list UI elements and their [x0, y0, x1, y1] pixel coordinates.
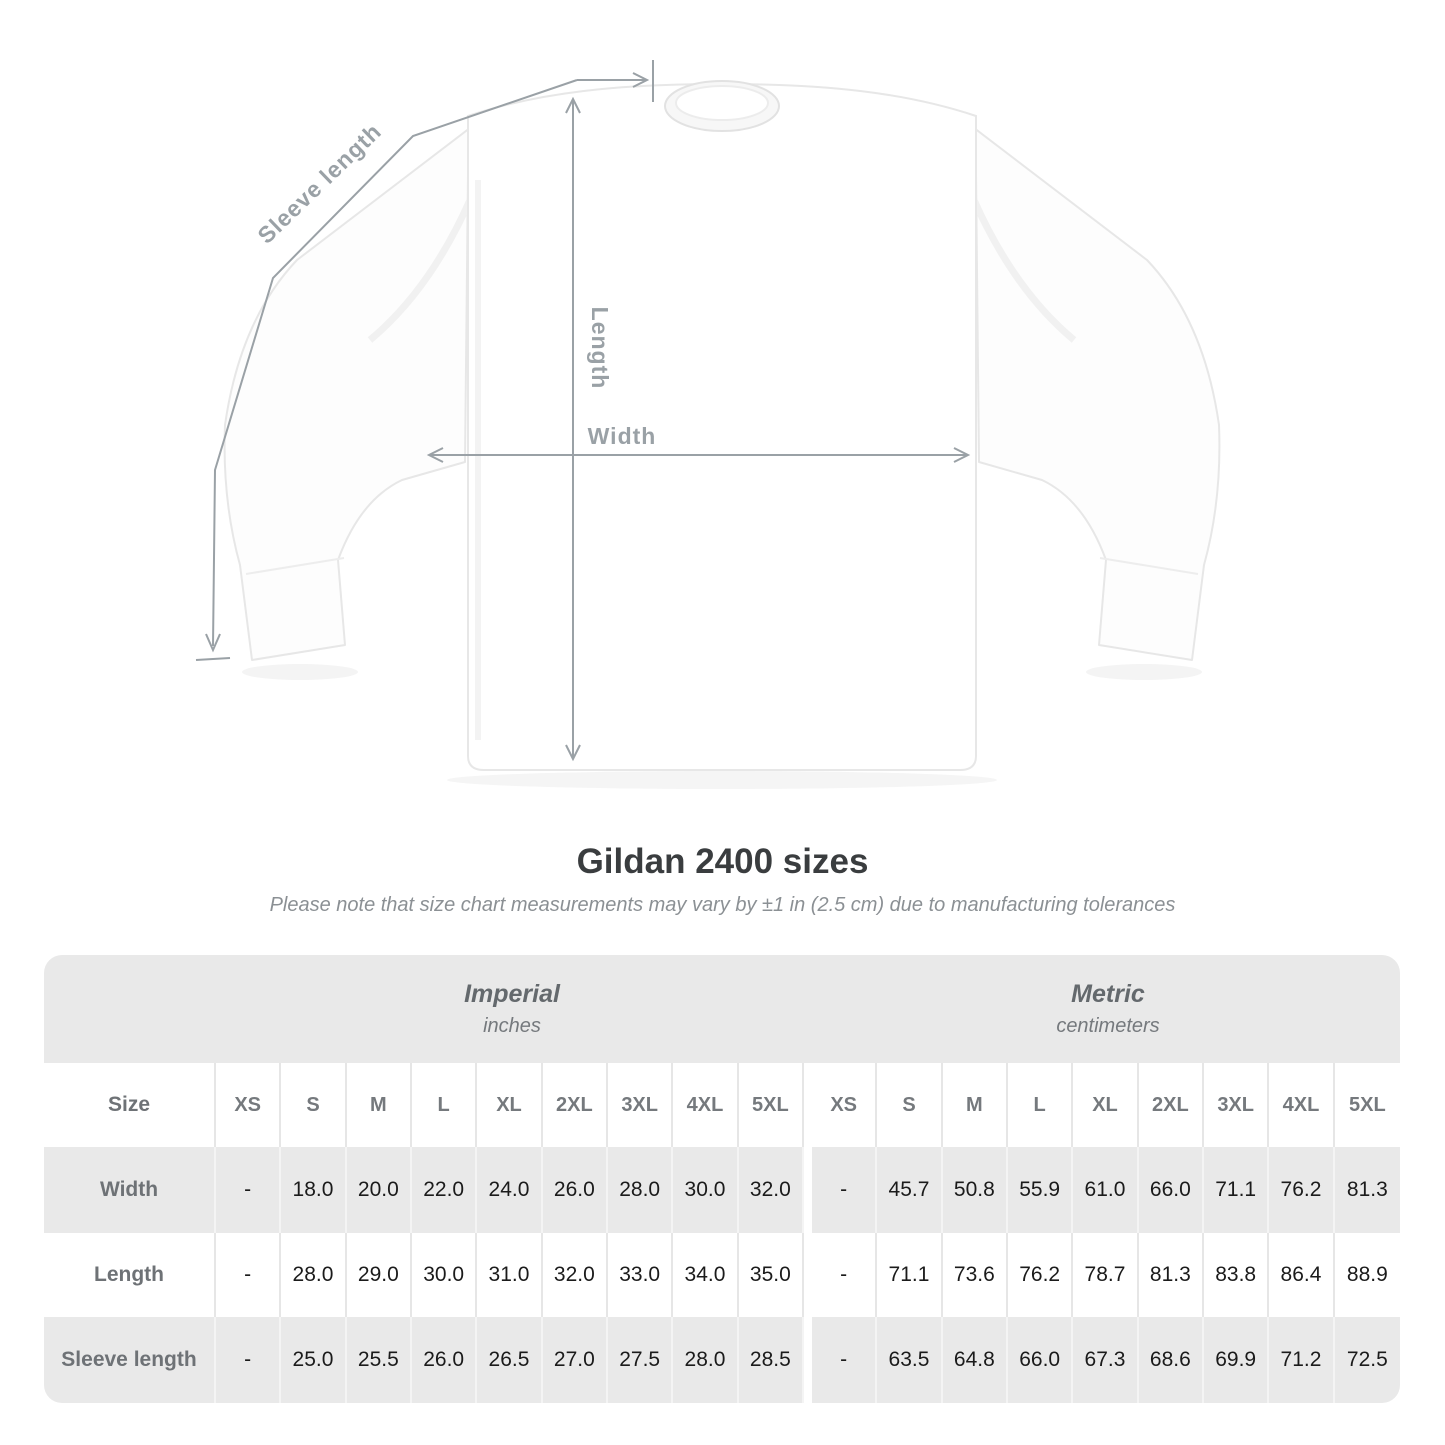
imperial-size-header: L — [412, 1063, 477, 1147]
imperial-value: 28.0 — [608, 1147, 673, 1233]
corner-spacer — [44, 955, 216, 1063]
metric-value: 55.9 — [1008, 1147, 1073, 1233]
right-sleeve-shape — [961, 118, 1219, 660]
imperial-value: 25.0 — [281, 1317, 346, 1403]
imperial-value: 31.0 — [477, 1233, 542, 1317]
shirt-shadow — [447, 771, 997, 789]
imperial-value: 30.0 — [412, 1233, 477, 1317]
imperial-unit: inches — [483, 1015, 541, 1037]
imperial-value: 34.0 — [673, 1233, 738, 1317]
table-row — [44, 1147, 1400, 1233]
imperial-size-header: 4XL — [673, 1063, 738, 1147]
imperial-value: 29.0 — [347, 1233, 412, 1317]
size-table-body — [44, 1063, 1400, 1403]
metric-size-header: 5XL — [1348, 1093, 1386, 1116]
imperial-value: 28.0 — [281, 1233, 346, 1317]
section-gap — [804, 1147, 812, 1233]
imperial-size-header: S — [281, 1063, 346, 1147]
metric-unit: centimeters — [1056, 1015, 1160, 1037]
metric-size-header: L — [1008, 1063, 1073, 1147]
imperial-value: 26.5 — [477, 1317, 542, 1403]
length-label: Length — [587, 306, 613, 390]
size-column-header: Size — [44, 1063, 216, 1147]
metric-size-header: 2XL — [1139, 1063, 1204, 1147]
metric-value: - — [812, 1233, 877, 1317]
metric-value: 61.0 — [1073, 1147, 1138, 1233]
imperial-value: 28.5 — [739, 1317, 804, 1403]
metric-value: 50.8 — [943, 1147, 1008, 1233]
imperial-value: 18.0 — [281, 1147, 346, 1233]
size-table — [44, 955, 1400, 1403]
collar-inner-shape — [676, 86, 768, 120]
unit-section-header — [44, 955, 1400, 1063]
imperial-value: 30.0 — [673, 1147, 738, 1233]
size-header-row — [44, 1063, 1400, 1147]
section-gap — [804, 1063, 812, 1147]
metric-size-header: 3XL — [1204, 1063, 1269, 1147]
sleeve-length-label: Sleeve length — [252, 117, 387, 249]
imperial-value: 32.0 — [543, 1233, 608, 1317]
imperial-value: 24.0 — [477, 1147, 542, 1233]
metric-value: 68.6 — [1139, 1317, 1204, 1403]
right-cuff-shadow — [1086, 664, 1202, 680]
section-gap — [804, 1233, 812, 1317]
imperial-size-header: XS — [216, 1063, 281, 1147]
metric-value: - — [812, 1317, 877, 1403]
page-subtitle: Please note that size chart measurements may vary by ±1 in (2.5 cm) due to manufacturing tolerances — [269, 894, 1176, 916]
imperial-size-header: 5XL — [739, 1063, 804, 1147]
imperial-value: - — [216, 1317, 281, 1403]
metric-value: 73.6 — [943, 1233, 1008, 1317]
imperial-value: 20.0 — [347, 1147, 412, 1233]
imperial-value: 33.0 — [608, 1233, 673, 1317]
imperial-value: 22.0 — [412, 1147, 477, 1233]
metric-size-header: M — [943, 1063, 1008, 1147]
metric-size-header: XL — [1073, 1063, 1138, 1147]
metric-value: 67.3 — [1073, 1317, 1138, 1403]
metric-value: 66.0 — [1008, 1317, 1073, 1403]
imperial-size-header: 3XL — [608, 1063, 673, 1147]
section-gap — [808, 955, 816, 1063]
shirt-body-shape — [468, 84, 976, 770]
imperial-size-header: XL — [477, 1063, 542, 1147]
metric-title: Metric — [1071, 980, 1145, 1008]
left-cuff-shadow — [242, 664, 358, 680]
table-row — [44, 1317, 1400, 1403]
imperial-value: 27.5 — [608, 1317, 673, 1403]
metric-value: - — [812, 1147, 877, 1233]
row-label: Length — [44, 1233, 216, 1317]
metric-value: 64.8 — [943, 1317, 1008, 1403]
metric-value: 72.5 — [1346, 1348, 1388, 1371]
metric-section-header — [816, 955, 1400, 1063]
metric-size-header: 4XL — [1269, 1063, 1334, 1147]
metric-value: 88.9 — [1346, 1263, 1388, 1286]
metric-value: 76.2 — [1269, 1147, 1334, 1233]
metric-value: 78.7 — [1073, 1233, 1138, 1317]
imperial-value: 27.0 — [543, 1317, 608, 1403]
section-gap — [804, 1317, 812, 1403]
imperial-value: 35.0 — [739, 1233, 804, 1317]
metric-size-header: S — [877, 1063, 942, 1147]
imperial-value: - — [216, 1147, 281, 1233]
left-sleeve-shape — [225, 118, 483, 660]
metric-value: 69.9 — [1204, 1317, 1269, 1403]
row-label: Width — [44, 1147, 216, 1233]
imperial-size-header: M — [347, 1063, 412, 1147]
metric-value: 45.7 — [877, 1147, 942, 1233]
imperial-size-header: 2XL — [543, 1063, 608, 1147]
width-label: Width — [587, 423, 657, 449]
imperial-section-header — [216, 955, 808, 1063]
imperial-value: 26.0 — [412, 1317, 477, 1403]
metric-value: 86.4 — [1269, 1233, 1334, 1317]
metric-value: 63.5 — [877, 1317, 942, 1403]
imperial-value: - — [216, 1233, 281, 1317]
metric-value: 76.2 — [1008, 1233, 1073, 1317]
metric-value: 81.3 — [1346, 1178, 1388, 1201]
row-label: Sleeve length — [44, 1317, 216, 1403]
page-title: Gildan 2400 sizes — [576, 842, 869, 881]
imperial-value: 26.0 — [543, 1147, 608, 1233]
metric-value: 71.2 — [1269, 1317, 1334, 1403]
imperial-value: 32.0 — [739, 1147, 804, 1233]
imperial-value: 28.0 — [673, 1317, 738, 1403]
metric-value: 81.3 — [1139, 1233, 1204, 1317]
metric-size-header: XS — [812, 1063, 877, 1147]
metric-value: 71.1 — [1204, 1147, 1269, 1233]
imperial-title: Imperial — [464, 980, 560, 1008]
metric-value: 83.8 — [1204, 1233, 1269, 1317]
table-row — [44, 1233, 1400, 1317]
metric-value: 71.1 — [877, 1233, 942, 1317]
imperial-value: 25.5 — [347, 1317, 412, 1403]
metric-value: 66.0 — [1139, 1147, 1204, 1233]
